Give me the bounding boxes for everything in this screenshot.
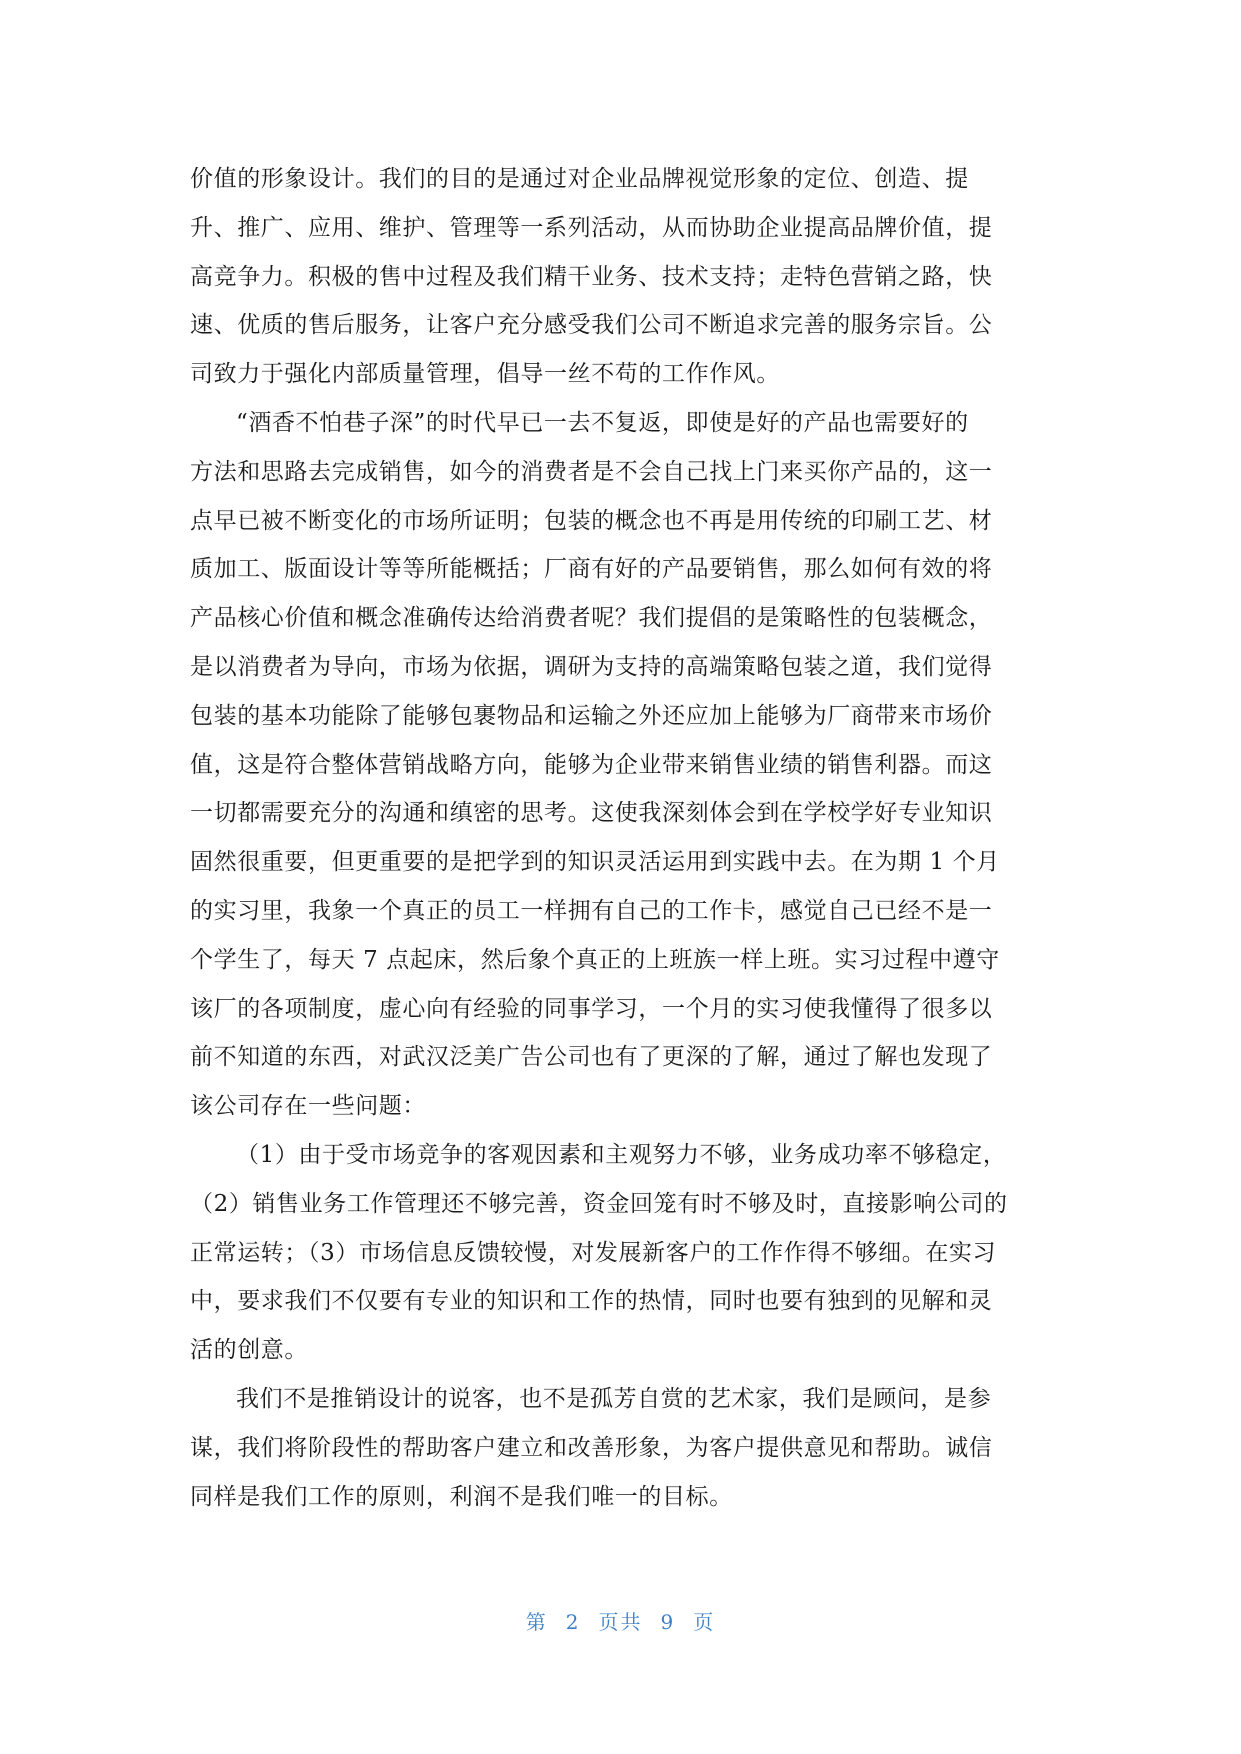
text-line: 固然很重要，但更重要的是把学到的知识灵活运用到实践中去。在为期 1 个月 bbox=[190, 849, 1000, 876]
document-body bbox=[190, 155, 1050, 1521]
text-line: 价值的形象设计。我们的目的是通过对企业品牌视觉形象的定位、创造、提 bbox=[190, 166, 969, 192]
text-line: 前不知道的东西，对武汉泛美广告公司也有了更深的了解，通过了解也发现了 bbox=[190, 1044, 993, 1071]
text-line: 该厂的各项制度，虚心向有经验的同事学习，一个月的实习使我懂得了很多以 bbox=[190, 995, 993, 1022]
text-line: “酒香不怕巷子深”的时代早已一去不复返，即使是好的产品也需要好的 bbox=[236, 409, 969, 436]
text-line: 方法和思路去完成销售，如今的消费者是不会自己找上门来买你产品的，这一 bbox=[190, 458, 993, 485]
total-page-number: 9 bbox=[660, 1610, 676, 1634]
text-line: 点早已被不断变化的市场所证明；包装的概念也不再是用传统的印刷工艺、材 bbox=[190, 507, 993, 534]
text-line: 是以消费者为导向，市场为依据，调研为支持的高端策略包装之道，我们觉得 bbox=[190, 653, 993, 680]
text-line: 我们不是推销设计的说客，也不是孤芳自赏的艺术家，我们是顾问，是参 bbox=[236, 1385, 992, 1412]
text-line: 活的创意。 bbox=[190, 1337, 308, 1364]
text-line: 高竞争力。积极的售中过程及我们精干业务、技术支持；走特色营销之路，快 bbox=[190, 263, 993, 290]
text-line: （2）销售业务工作管理还不够完善，资金回笼有时不够及时，直接影响公司的 bbox=[190, 1190, 1008, 1217]
text-line: 值，这是符合整体营销战略方向，能够为企业带来销售业绩的销售利器。而这 bbox=[190, 751, 993, 778]
text-line: 该公司存在一些问题： bbox=[190, 1093, 426, 1120]
text-line: 产品核心价值和概念准确传达给消费者呢？我们提倡的是策略性的包装概念， bbox=[190, 605, 993, 632]
page-footer bbox=[0, 1606, 1241, 1635]
text-line: 个学生了，每天 7 点起床，然后象个真正的上班族一样上班。实习过程中遵守 bbox=[190, 946, 1000, 973]
text-line: 包装的基本功能除了能够包裹物品和运输之外还应加上能够为厂商带来市场价 bbox=[190, 702, 993, 729]
text-line: 中，要求我们不仅要有专业的知识和工作的热情，同时也要有独到的见解和灵 bbox=[190, 1288, 993, 1315]
text-line: 同样是我们工作的原则，利润不是我们唯一的目标。 bbox=[190, 1483, 733, 1510]
text-line: 升、推广、应用、维护、管理等一系列活动，从而协助企业提高品牌价值，提 bbox=[190, 214, 993, 241]
text-line: 正常运转；（3）市场信息反馈较慢，对发展新客户的工作作得不够细。在实习 bbox=[190, 1239, 997, 1266]
footer-prefix: 第 bbox=[525, 1610, 548, 1634]
footer-middle: 页共 bbox=[598, 1610, 643, 1634]
text-line: 的实习里，我象一个真正的员工一样拥有自己的工作卡，感觉自己已经不是一 bbox=[190, 897, 993, 924]
footer-suffix: 页 bbox=[693, 1610, 716, 1634]
text-line: 速、优质的售后服务，让客户充分感受我们公司不断追求完善的服务宗旨。公 bbox=[190, 312, 993, 339]
text-line: 一切都需要充分的沟通和缜密的思考。这使我深刻体会到在学校学好专业知识 bbox=[190, 800, 993, 827]
text-line: 谋，我们将阶段性的帮助客户建立和改善形象，为客户提供意见和帮助。诚信 bbox=[190, 1434, 993, 1461]
current-page-number: 2 bbox=[565, 1610, 581, 1634]
text-line: （1）由于受市场竞争的客观因素和主观努力不够，业务成功率不够稳定， bbox=[236, 1141, 1007, 1168]
text-line: 质加工、版面设计等等所能概括；厂商有好的产品要销售，那么如何有效的将 bbox=[190, 556, 993, 583]
text-line: 司致力于强化内部质量管理，倡导一丝不苟的工作作风。 bbox=[190, 361, 780, 388]
